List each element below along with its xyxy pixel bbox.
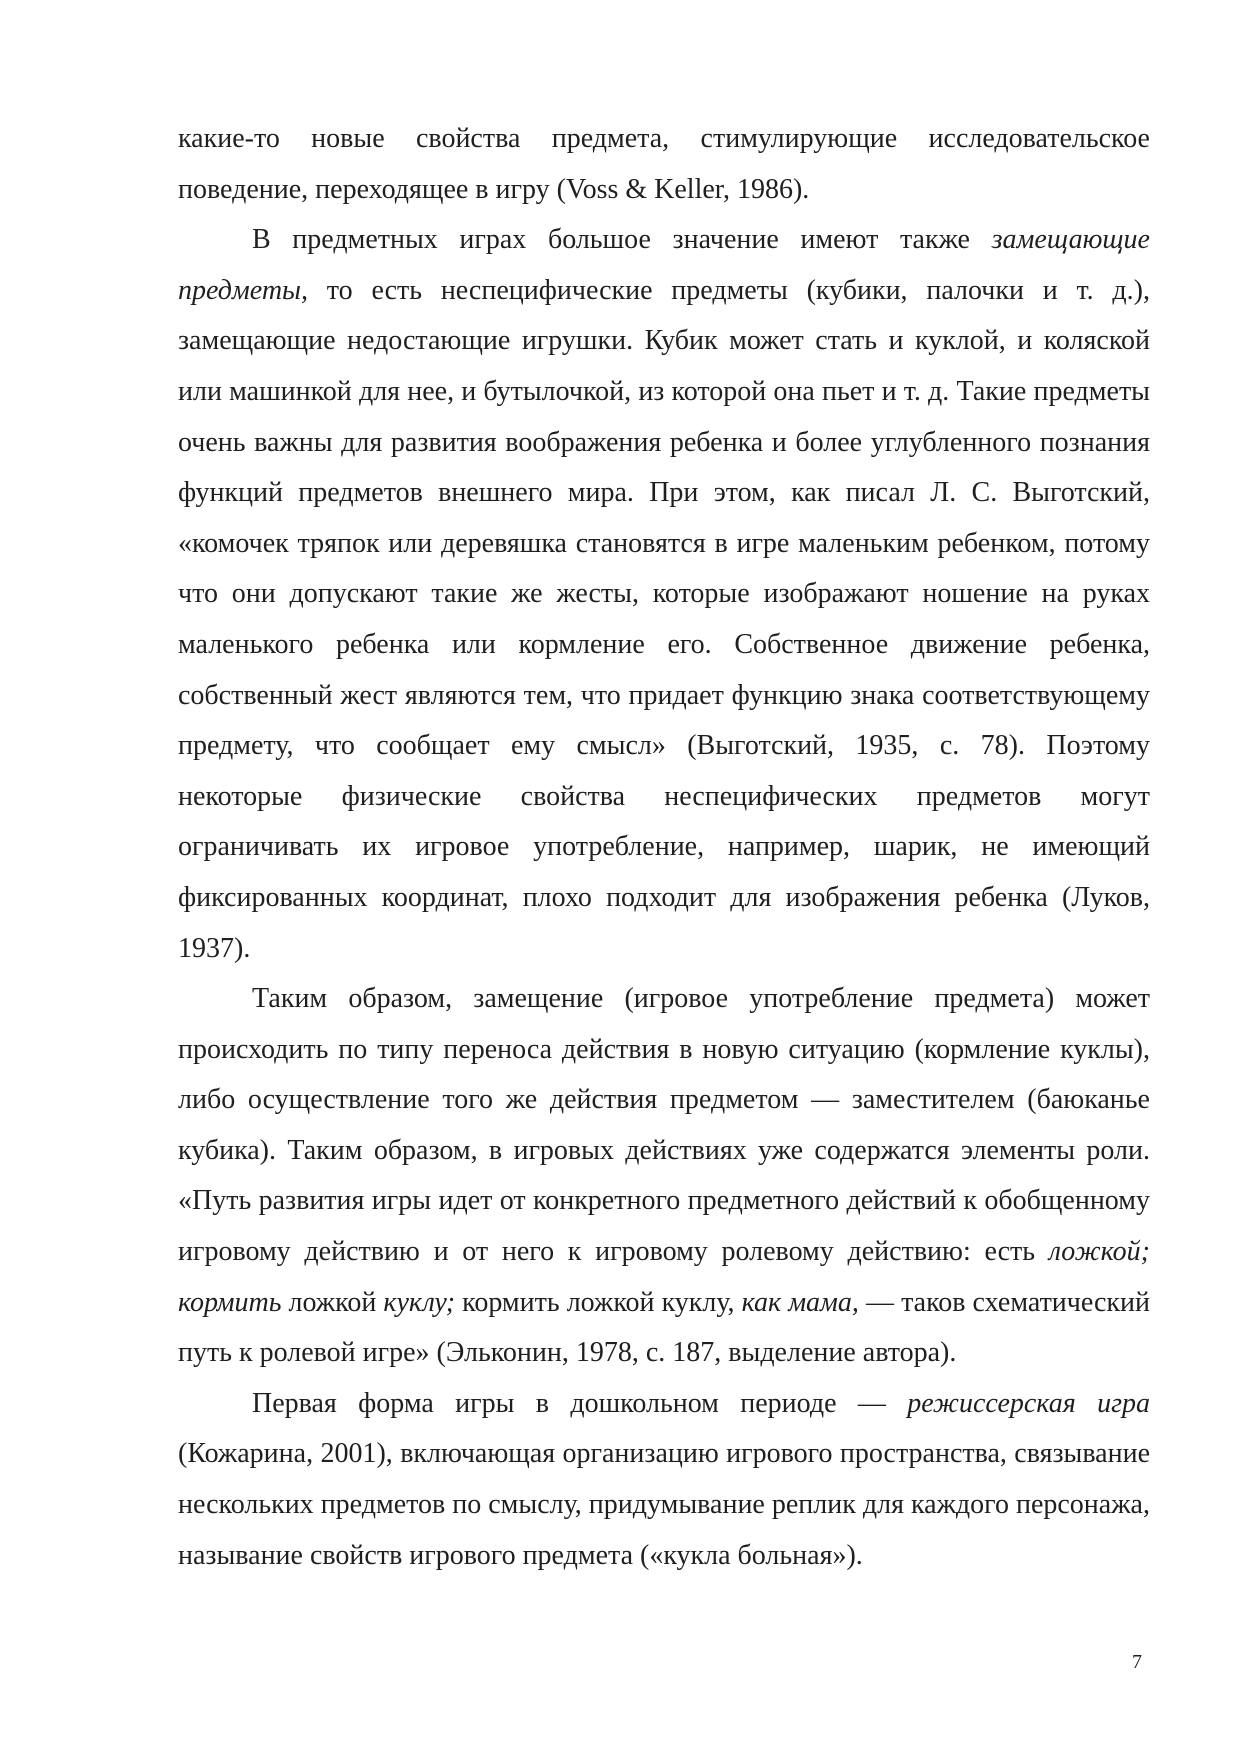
page-number: 7	[1132, 1651, 1142, 1673]
emphasis-term: замещающие предметы,	[178, 224, 1150, 306]
paragraph-text: то есть неспецифические предметы (кубики, палочки и т. д.), замещающие недостающие игрушки. Кубик может стать и куклой, и коляской или машинкой для нее, и бутылочкой, из которой она пьет и т. д. Такие предметы очень важны для развития воображения ребенка и более углубленного познания функций предметов внешнего мира. При этом, как писал Л. С. Выготский, «комочек тряпок или деревяшка становятся в игре маленьким ребенком, потому что они допускают такие же жесты, которые изображают ношение на руках маленького ребенка или кормление его. Собственное движение ребенка, собственный жест являются тем, что придает функцию знака соответствующему предмету, что сообщает ему смысл» (Выготский, 1935, с. 78). Поэтому некоторые физические свойства неспецифических предметов могут ограничивать их игровое употребление, например, шарик, не имеющий фиксированных координат, плохо подходит для изображения ребенка (Луков, 1937).	[178, 274, 1150, 964]
paragraph-text: Таким образом, замещение (игровое употребление предмета) может происходить по типу переноса действия в новую ситуацию (кормление куклы), либо осуществление того же действия предметом — заместителем (баюканье кубика). Таким образом, в игровых действиях уже содержатся элементы роли. «Путь развития игры идет от конкретного предметного действий к обобщенному игровому действию и от него к игровому ролевому действию: есть	[178, 983, 1150, 1268]
body-text	[178, 114, 1150, 1581]
paragraph-text: кормить ложкой куклу,	[455, 1286, 742, 1318]
paragraph-director-play	[178, 1379, 1150, 1581]
paragraph-text: какие-то новые свойства предмета, стимулирующие исследовательское поведение, переходящее в игру (Voss & Keller, 1986).	[178, 123, 1150, 205]
paragraph-text: (Кожарина, 2001), включающая организацию игрового пространства, связывание нескольких предметов по смыслу, придумывание реплик для каждого персонажа, называние свойств игрового предмета («кукла больная»).	[178, 1438, 1150, 1571]
paragraph-substitute-objects	[178, 215, 1150, 974]
emphasis-term: ложкой; кормить	[178, 1236, 1150, 1318]
paragraph-text: Первая форма игры в дошкольном периоде —	[252, 1387, 908, 1419]
emphasis-term: режиссерская игра	[907, 1387, 1150, 1419]
emphasis-term: куклу;	[383, 1286, 456, 1318]
paragraph-text: — таков схематический путь к ролевой игре» (Эльконин, 1978, с. 187, выделение автора).	[178, 1286, 1150, 1369]
paragraph-substitution	[178, 974, 1150, 1379]
paragraph-continuation	[178, 114, 1150, 215]
paragraph-text: ложкой	[281, 1286, 384, 1318]
paragraph-text: В предметных играх большое значение имеют также	[252, 224, 992, 256]
emphasis-term: как мама,	[741, 1286, 859, 1318]
